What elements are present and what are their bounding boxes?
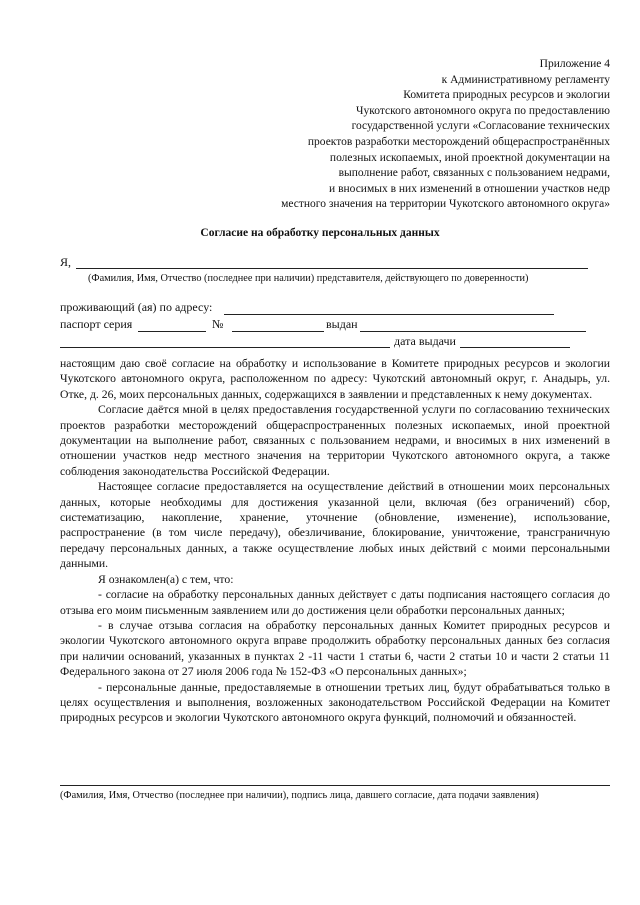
consent-body — [60, 356, 610, 726]
issue-date-label: дата выдачи — [394, 334, 456, 348]
passport-series-label: паспорт серия — [60, 317, 133, 331]
document-title: Согласие на обработку персональных данных — [200, 227, 440, 239]
signature-caption: (Фамилия, Имя, Отчество (последнее при наличии), подпись лица, давшего согласие, дата подачи заявления) — [60, 790, 539, 801]
applicant-label: Я, — [60, 255, 72, 269]
applicant-name-caption: (Фамилия, Имя, Отчество (последнее при наличии) представителя, действующего по доверенности) — [88, 273, 529, 284]
header-line: Чукотского автономного округа по предоставлению — [356, 104, 610, 117]
address-field[interactable] — [224, 314, 554, 315]
header-line: государственной услуги «Согласование технических — [351, 120, 610, 133]
passport-number-field[interactable] — [232, 331, 324, 332]
passport-issued-label: выдан — [326, 317, 358, 331]
passport-issued-field[interactable] — [360, 331, 586, 332]
header-line: местного значения на территории Чукотского автономного округа» — [281, 198, 610, 211]
passport-number-label: № — [212, 317, 224, 331]
consent-paragraph: настоящим даю своё согласие на обработку и использование в Комитете природных ресурсов и экологии Чукотского автономного округа, расположенном по адресу: Чукотский автономный округ, г. Анадырь, ул. Отке, д. 26, моих персональных данных, содержащихся в заявлении и представленных к нему документах. — [60, 357, 610, 401]
issue-date-field[interactable] — [460, 347, 570, 348]
applicant-name-field[interactable] — [76, 268, 588, 269]
applicant-name-row — [60, 255, 590, 271]
consent-paragraph: Согласие даётся мной в целях предоставления государственной услуги по согласованию технических проектов разработки месторождений общераспространенных полезных ископаемых, иной проектной документации на выполнение работ, связанных с пользованием недрами, и вносимых в них изменений в отношении участков недр местного значения на территории Чукотского автономного округа, а также соблюдения законодательства Российской Федерации. — [60, 403, 610, 478]
header-line: Приложение 4 — [539, 58, 610, 70]
header-line: выполнение работ, связанных с пользованием недрами, — [338, 167, 610, 180]
consent-paragraph: Настоящее согласие предоставляется на осуществление действий в отношении моих персональных данных, которые необходимы для достижения указанной цели, включая (без ограничений) сбор, систематизацию, накопление, хранение, уточнение (обновление, изменение), использование, распространение (в том числе передачу), обезличивание, блокирование, уничтожение, трансграничную передачу персональных данных, а также осуществление любых иных действий с моими персональными данными. — [60, 480, 610, 571]
header-line: Комитета природных ресурсов и экологии — [403, 89, 610, 102]
header-line: к Административному регламенту — [441, 73, 610, 86]
consent-paragraph: - персональные данные, предоставляемые в отношении третьих лиц, будут обрабатываться только в целях осуществления и выполнения, возложенных законодательством Российской Федерации на Комитет природных ресурсов и экологии Чукотского автономного округа функций, полномочий и обязанностей. — [60, 680, 610, 725]
header-line: проектов разработки месторождений общераспространённых — [307, 135, 610, 148]
consent-paragraph: - в случае отзыва согласия на обработку персональных данных Комитет природных ресурсов и экологии Чукотского автономного округа вправе продолжить обработку персональных данных без согласия при наличии оснований, указанных в пунктах 2 -11 части 1 статьи 6, части 2 статьи 10 и части 2 статьи 11 Федерального закона от 27 июля 2006 года № 152-ФЗ «О персональных данных»; — [60, 618, 610, 679]
passport-issued-continuation-field[interactable] — [60, 347, 390, 348]
header-line: полезных ископаемых, иной проектной документации на — [329, 151, 610, 164]
appendix-header — [190, 57, 610, 213]
passport-series-field[interactable] — [138, 331, 206, 332]
address-label: проживающий (ая) по адресу: — [60, 300, 213, 314]
signature-field[interactable] — [60, 785, 610, 786]
consent-paragraph: - согласие на обработку персональных данных действует с даты подписания настоящего согласия до отзыва его моим письменным заявлением или до достижения цели обработки персональных данных; — [60, 588, 610, 617]
header-line: и вносимых в них изменений в отношении участков недр — [329, 182, 610, 195]
consent-paragraph: Я ознакомлен(а) с тем, что: — [98, 572, 234, 586]
